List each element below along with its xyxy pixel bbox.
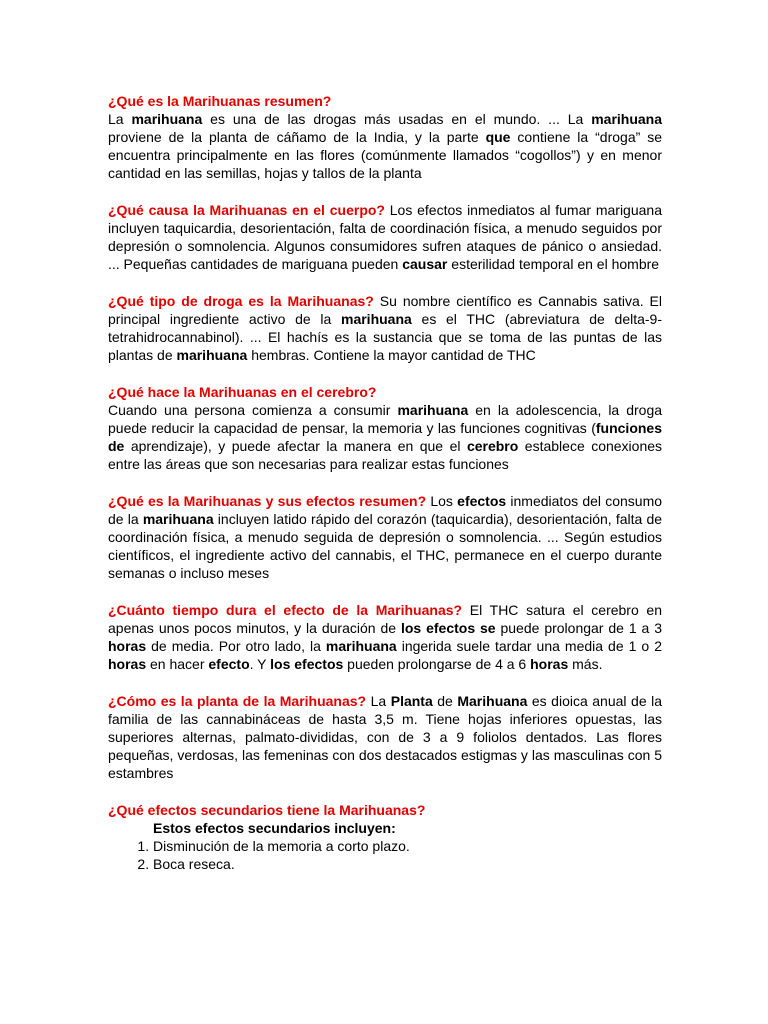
bold-term: marihuana bbox=[131, 111, 203, 127]
question-heading: ¿Qué causa la Marihuanas en el cuerpo? bbox=[108, 202, 385, 218]
question-heading: ¿Qué efectos secundarios tiene la Marihuanas? bbox=[108, 802, 426, 818]
question-heading: ¿Qué es la Marihuanas resumen? bbox=[108, 93, 332, 109]
body-text: pueden prolongarse de 4 a 6 bbox=[347, 656, 527, 672]
body-text: La bbox=[108, 111, 124, 127]
question-heading: ¿Cómo es la planta de la Marihuanas? bbox=[108, 693, 367, 709]
bold-term: efectos bbox=[457, 493, 507, 509]
bold-term: marihuana bbox=[325, 638, 397, 654]
body-text: Su nombre científico es Cannabis sativa. El principal ingrediente activo de la bbox=[108, 293, 663, 327]
bold-term: los efectos se bbox=[400, 620, 496, 636]
body-text: Cuando una persona comienza a consumir bbox=[108, 402, 391, 418]
body-text: El THC satura el cerebro en apenas unos pocos minutos, y la duración de bbox=[108, 602, 663, 636]
section-drug-type bbox=[108, 292, 662, 364]
body-text: es una de las drogas más usadas en el mundo. ... La bbox=[210, 111, 584, 127]
section-effects-summary bbox=[108, 492, 662, 582]
body-text: establece conexiones entre las áreas que son necesarias para realizar estas funciones bbox=[108, 438, 663, 472]
body-text: ingerida suele tardar una media de 1 o 2 bbox=[401, 638, 662, 654]
bold-term: marihuana bbox=[176, 347, 248, 363]
section-plant bbox=[108, 692, 662, 782]
bold-term: marihuana bbox=[341, 311, 412, 327]
bold-term: Planta bbox=[390, 693, 433, 709]
body-text: es dioica anual de la familia de las cannabináceas de hasta 3,5 m. Tiene hojas inferiores opuestas, las superiores alternas, palmato-divididas, con de 3 a 9 foliolos dentados. Las flores pequeñas, verdosas, las femeninas con dos destacados estigmas y las masculinas con 5 estambres bbox=[108, 693, 663, 781]
section-brain bbox=[108, 383, 662, 473]
body-text: en hacer bbox=[150, 656, 205, 672]
bold-term: horas bbox=[108, 638, 147, 654]
question-heading: ¿Qué es la Marihuanas y sus efectos resumen? bbox=[108, 493, 427, 509]
body-text: inmediatos del consumo de la bbox=[108, 493, 663, 527]
body-text: de media. Por otro lado, la bbox=[151, 638, 321, 654]
body-text: contiene la “droga” se encuentra principalmente en las flores (comúnmente llamados “cogollos”) y en menor cantidad en las semillas, hojas y tallos de la planta bbox=[108, 129, 663, 181]
body-text: puede prolongar de 1 a 3 bbox=[500, 620, 662, 636]
bold-term: causar bbox=[402, 256, 448, 272]
bold-term: efecto bbox=[208, 656, 250, 672]
body-text: aprendizaje), y puede afectar la manera en que el bbox=[130, 438, 461, 454]
section-what-is bbox=[108, 92, 662, 182]
bold-term: horas bbox=[530, 656, 569, 672]
bold-term: marihuana bbox=[142, 511, 214, 527]
section-body-effects bbox=[108, 201, 662, 273]
question-heading: ¿Qué tipo de droga es la Marihuanas? bbox=[108, 293, 374, 309]
body-text: esterilidad temporal en el hombre bbox=[451, 256, 660, 272]
section-duration bbox=[108, 601, 662, 673]
body-text: Los bbox=[430, 493, 453, 509]
side-effects-list bbox=[108, 837, 662, 873]
bold-term: horas bbox=[108, 656, 147, 672]
body-text: incluyen latido rápido del corazón (taquicardia), desorientación, falta de coordinación física, a menudo seguida de depresión o somnolencia. ... Según estudios científicos, el ingrediente activo del cannabis, el THC, permanece en el cuerpo durante semanas o incluso meses bbox=[108, 511, 663, 581]
body-text: en la adolescencia, la droga puede reducir la capacidad de pensar, la memoria y las funciones cognitivas ( bbox=[108, 402, 663, 436]
body-text: más. bbox=[572, 656, 603, 672]
question-heading: ¿Cuánto tiempo dura el efecto de la Marihuanas? bbox=[108, 602, 463, 618]
body-text: Los efectos inmediatos al fumar mariguana incluyen taquicardia, desorientación, falta de coordinación física, a menudo seguidos por depresión o somnolencia. Algunos consumidores sufren ataques de pánico o ansiedad. ... Pequeñas cantidades de mariguana pueden bbox=[108, 202, 662, 272]
question-heading: ¿Qué hace la Marihuanas en el cerebro? bbox=[108, 384, 377, 400]
bold-term: Marihuana bbox=[457, 693, 528, 709]
bold-term: marihuana bbox=[397, 402, 469, 418]
body-text: es el THC (abreviatura de delta-9-tetrahidrocannabinol). ... El hachís es la sustancia que se toma de las puntas de las plantas de bbox=[108, 311, 663, 363]
body-text: proviene de la planta de cáñamo de la India, y la parte bbox=[108, 129, 479, 145]
bold-term: que bbox=[485, 129, 511, 145]
subheading: Estos efectos secundarios incluyen: bbox=[153, 820, 396, 836]
bold-term: funciones de bbox=[108, 420, 662, 454]
list-item: 1. Disminución de la memoria a corto plazo. bbox=[153, 837, 662, 855]
bold-term: marihuana bbox=[591, 111, 663, 127]
bold-term: cerebro bbox=[466, 438, 519, 454]
bold-term: los efectos bbox=[270, 656, 344, 672]
list-item: 2. Boca reseca. bbox=[153, 855, 662, 873]
body-text: de bbox=[437, 693, 453, 709]
body-text: La bbox=[370, 693, 387, 709]
section-side-effects bbox=[108, 801, 662, 873]
body-text: . Y bbox=[249, 656, 267, 672]
body-text: hembras. Contiene la mayor cantidad de THC bbox=[251, 347, 536, 363]
